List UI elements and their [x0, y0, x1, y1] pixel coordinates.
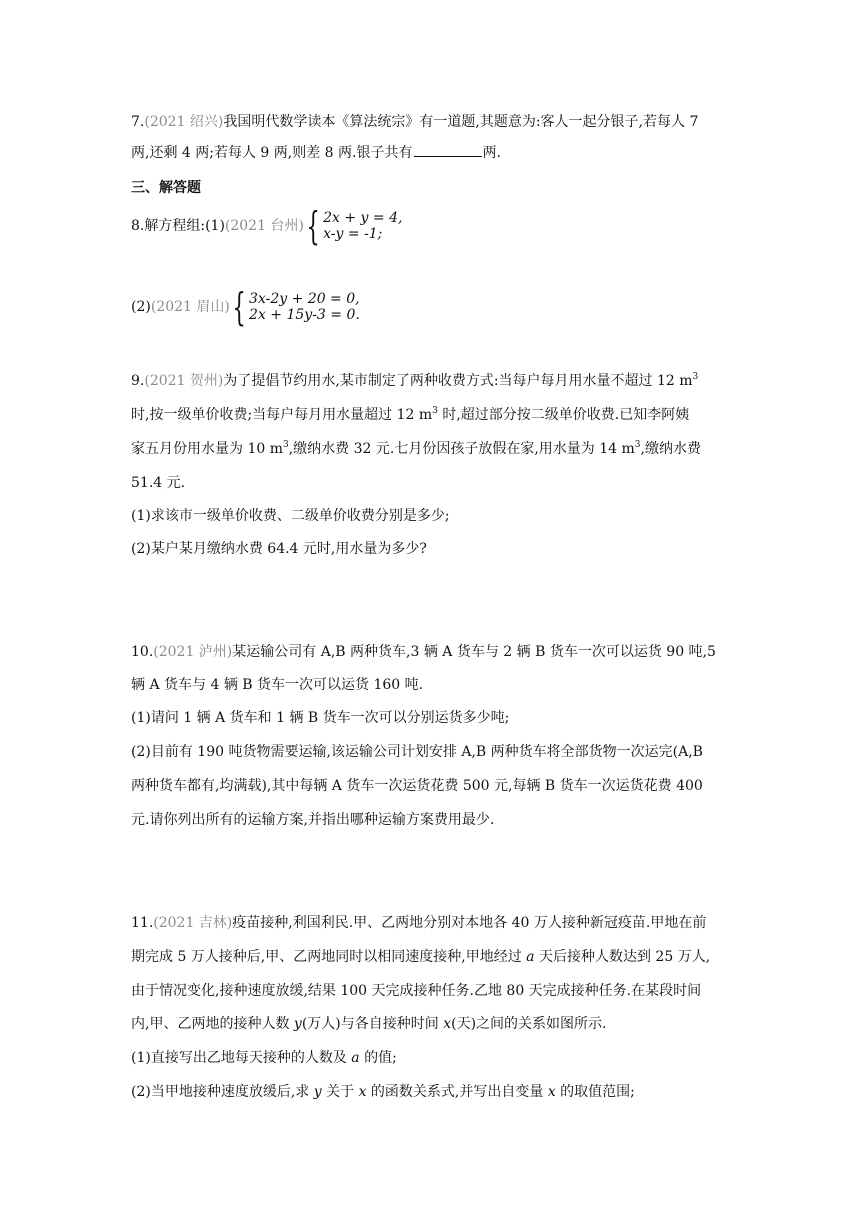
q11-line-3: 由于情况变化,接种速度放缓,结果 100 天完成接种任务.乙地 80 天完成接种任务.在某段时间	[131, 983, 702, 999]
q10-sub-2-line-3: 元.请你列出所有的运输方案,并指出哪种运输方案费用最少.	[131, 812, 495, 828]
equation-1b: x-y = -1;	[323, 226, 383, 242]
variable-y: y	[313, 1084, 322, 1100]
q10-sub-1: (1)请问 1 辆 A 货车和 1 辆 B 货车一次可以分别运货多少吨;	[131, 710, 510, 726]
q8-source-1: (2021 台州)	[224, 218, 304, 234]
q11-sub2-text-a: (2)当甲地接种速度放缓后,求	[131, 1084, 314, 1100]
equation-system-1	[323, 210, 402, 242]
variable-a: a	[351, 1050, 360, 1066]
q9-line-1	[131, 371, 698, 391]
q9-sub-2: (2)某户某月缴纳水费 64.4 元时,用水量为多少?	[131, 541, 427, 557]
superscript: 3	[432, 406, 438, 416]
q7-line-2	[131, 143, 501, 163]
q11-sub-2	[131, 1082, 635, 1102]
q10-text-1: 某运输公司有 A,B 两种货车,3 辆 A 货车与 2 辆 B 货车一次可以运货 90 吨,5	[232, 644, 716, 660]
superscript: 3	[283, 440, 289, 450]
q7-source: (2021 绍兴)	[144, 114, 224, 130]
q11-sub2-text-b: 关于	[321, 1084, 359, 1100]
q10-sub-2-line-1: (2)目前有 190 吨货物需要运输,该运输公司计划安排 A,B 两种货车将全部货物一次运完(A,B	[131, 744, 703, 760]
q8-label: 8.解方程组:(1)	[131, 218, 225, 234]
q11-line-4	[131, 1014, 606, 1034]
q9-text-3b: ,缴纳水费 32 元.七月份因孩子放假在家,用水量为 14 m	[288, 441, 635, 457]
q7-text-1: 我国明代数学读本《算法统宗》有一道题,其题意为:客人一起分银子,若每人 7	[223, 114, 699, 130]
variable-a: a	[526, 949, 535, 965]
variable-x: x	[358, 1084, 367, 1100]
variable-y: y	[293, 1016, 302, 1032]
q11-sub2-text-d: 的取值范围;	[555, 1084, 635, 1100]
brace-symbol: {	[232, 285, 246, 329]
q11-text-4a: 内,甲、乙两地的接种人数	[131, 1016, 294, 1032]
equation-2b: 2x + 15y-3 = 0.	[249, 307, 360, 323]
q9-number: 9.	[131, 373, 145, 389]
q10-number: 10.	[131, 644, 154, 660]
q10-line-2: 辆 A 货车与 4 辆 B 货车一次可以运货 160 吨.	[131, 677, 424, 693]
section-heading: 三、解答题	[131, 180, 201, 196]
q8-part2-label: (2)	[131, 299, 151, 315]
q10-source: (2021 泸州)	[153, 644, 233, 660]
brace-symbol: {	[306, 204, 320, 248]
q8-part2	[131, 285, 360, 329]
q11-text-4c: (天)之间的关系如图所示.	[451, 1016, 607, 1032]
q9-text-2a: 时,按一级单价收费;当每户每月用水量超过 12 m	[131, 407, 433, 423]
q11-text-4b: (万人)与各自接种时间	[301, 1016, 444, 1032]
equation-system-2	[249, 291, 360, 323]
q9-sub-1: (1)求该市一级单价收费、二级单价收费分别是多少;	[131, 508, 450, 524]
equation-2a: 3x-2y + 20 = 0,	[249, 291, 360, 307]
superscript: 3	[634, 440, 641, 450]
q9-source: (2021 贺州)	[144, 373, 224, 389]
answer-blank[interactable]	[414, 144, 482, 157]
q11-sub2-text-c: 的函数关系式,并写出自变量	[366, 1084, 548, 1100]
q9-text-1: 为了提倡节约用水,某市制定了两种收费方式:当每户每月用水量不超过 12 m	[223, 373, 693, 389]
q11-source: (2021 吉林)	[153, 915, 233, 931]
q11-number: 11.	[131, 915, 154, 931]
q9-text-3a: 家五月份用水量为 10 m	[131, 441, 283, 457]
q11-text-2a: 期完成 5 万人接种后,甲、乙两地同时以相同速度接种,甲地经过	[131, 949, 527, 965]
equation-1a: 2x + y = 4,	[323, 210, 403, 226]
variable-x: x	[443, 1016, 452, 1032]
q9-line-3	[131, 439, 701, 459]
q8-part1	[131, 204, 403, 248]
q11-line-1	[131, 913, 706, 933]
q9-text-3c: ,缴纳水费	[640, 441, 701, 457]
q9-text-2b: 时,超过部分按二级单价收费.已知李阿姨	[437, 407, 690, 423]
q10-sub-2-line-2: 两种货车都有,均满载),其中每辆 A 货车一次运货花费 500 元,每辆 B 货车一次运货花费 400	[131, 778, 703, 794]
variable-x: x	[547, 1084, 556, 1100]
q8-source-2: (2021 眉山)	[150, 299, 230, 315]
q11-text-1: 疫苗接种,利国利民.甲、乙两地分别对本地各 40 万人接种新冠疫苗.甲地在前	[232, 915, 707, 931]
q11-sub-1	[131, 1048, 397, 1068]
q11-text-2b: 天后接种人数达到 25 万人,	[534, 949, 711, 965]
q10-line-1	[131, 642, 716, 662]
q9-line-4: 51.4 元.	[131, 475, 186, 491]
q11-sub1-text-a: (1)直接写出乙地每天接种的人数及	[131, 1050, 352, 1066]
q7-text-2: 两,还剩 4 两;若每人 9 两,则差 8 两.银子共有	[131, 145, 413, 161]
q7-line-1	[131, 112, 698, 132]
q7-number: 7.	[131, 114, 145, 130]
q11-sub1-text-b: 的值;	[359, 1050, 397, 1066]
superscript: 3	[692, 372, 699, 382]
q7-text-3: 两.	[482, 145, 501, 161]
q11-line-2	[131, 947, 710, 967]
q9-line-2	[131, 405, 689, 425]
